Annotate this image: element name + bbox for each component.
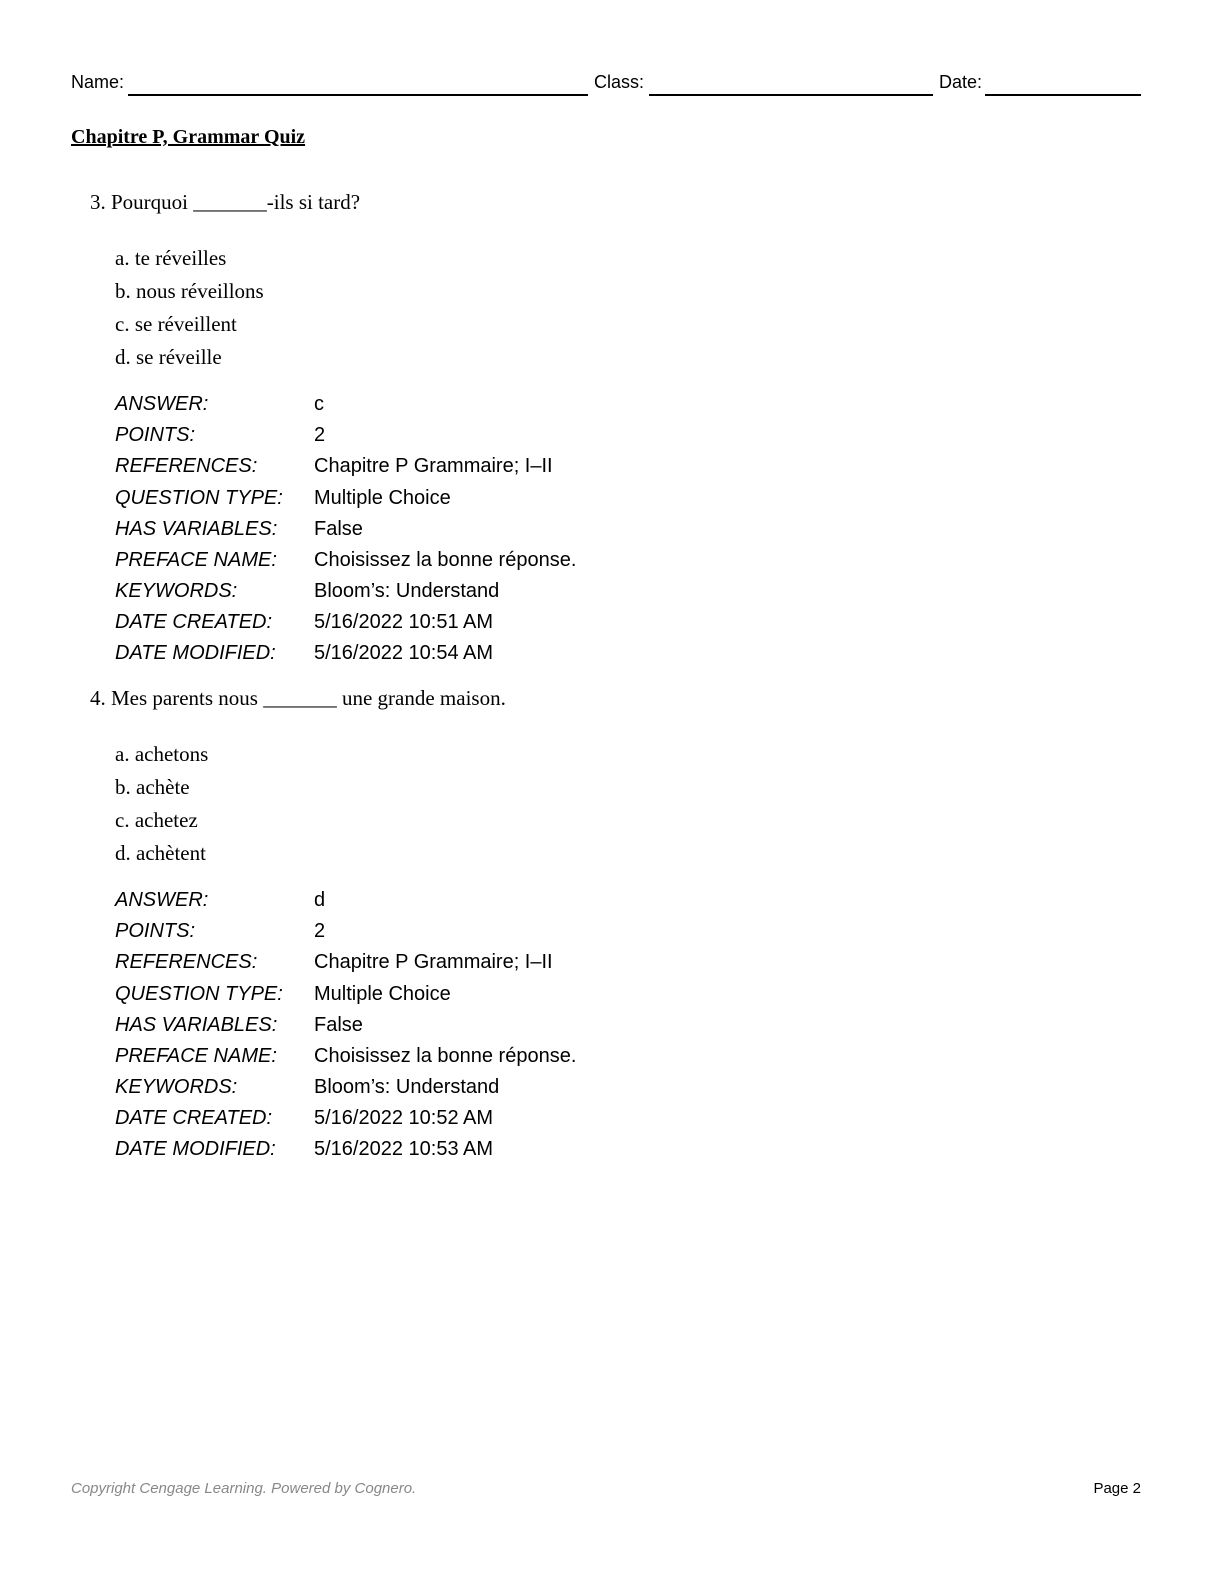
- meta-key: PREFACE NAME:: [115, 549, 277, 571]
- meta-value: 5/16/2022 10:52 AM: [314, 1107, 494, 1129]
- student-info-header: [71, 72, 1141, 98]
- meta-value: 5/16/2022 10:54 AM: [314, 642, 494, 664]
- meta-key: KEYWORDS:: [115, 1076, 238, 1098]
- meta-value: False: [314, 518, 363, 540]
- meta-key: DATE CREATED:: [115, 611, 273, 633]
- meta-key: ANSWER:: [115, 393, 209, 415]
- option-d: d. se réveille: [115, 345, 222, 369]
- meta-value: 5/16/2022 10:51 AM: [314, 611, 494, 633]
- meta-value: d: [314, 889, 326, 911]
- option-b: b. achète: [115, 775, 190, 799]
- name-label: Name:: [71, 72, 125, 92]
- meta-key: REFERENCES:: [115, 455, 258, 477]
- meta-value: Choisissez la bonne réponse.: [314, 1045, 577, 1067]
- meta-key: REFERENCES:: [115, 951, 258, 973]
- meta-value: 2: [314, 920, 326, 942]
- meta-value: Bloom’s: Understand: [314, 1076, 500, 1098]
- option-a: a. te réveilles: [115, 246, 227, 270]
- meta-key: HAS VARIABLES:: [115, 518, 278, 540]
- option-a: a. achetons: [115, 742, 209, 766]
- copyright-footer: Copyright Cengage Learning. Powered by Cognero.: [71, 1480, 417, 1497]
- name-field-line[interactable]: [128, 94, 588, 96]
- meta-value: Chapitre P Grammaire; I–II: [314, 455, 553, 477]
- meta-key: KEYWORDS:: [115, 580, 238, 602]
- meta-key: ANSWER:: [115, 889, 209, 911]
- date-label: Date:: [939, 72, 983, 92]
- meta-value: 5/16/2022 10:53 AM: [314, 1138, 494, 1160]
- meta-key: PREFACE NAME:: [115, 1045, 277, 1067]
- option-c: c. achetez: [115, 808, 198, 832]
- meta-value: Bloom’s: Understand: [314, 580, 500, 602]
- meta-key: DATE CREATED:: [115, 1107, 273, 1129]
- date-field-line[interactable]: [985, 94, 1141, 96]
- quiz-title: Chapitre P, Grammar Quiz: [71, 126, 306, 148]
- meta-value: c: [314, 393, 324, 415]
- meta-value: Choisissez la bonne réponse.: [314, 549, 577, 571]
- meta-key: DATE MODIFIED:: [115, 1138, 276, 1160]
- meta-value: 2: [314, 424, 326, 446]
- class-field-line[interactable]: [649, 94, 933, 96]
- class-label: Class:: [594, 72, 645, 92]
- meta-key: POINTS:: [115, 920, 196, 942]
- meta-key: QUESTION TYPE:: [115, 983, 283, 1005]
- meta-key: DATE MODIFIED:: [115, 642, 276, 664]
- meta-key: QUESTION TYPE:: [115, 487, 283, 509]
- meta-value: Chapitre P Grammaire; I–II: [314, 951, 553, 973]
- meta-value: Multiple Choice: [314, 487, 451, 509]
- meta-value: Multiple Choice: [314, 983, 451, 1005]
- question-text: 3. Pourquoi _______-ils si tard?: [90, 190, 361, 214]
- meta-key: HAS VARIABLES:: [115, 1014, 278, 1036]
- meta-value: False: [314, 1014, 363, 1036]
- question-text: 4. Mes parents nous _______ une grande maison.: [90, 686, 506, 710]
- meta-key: POINTS:: [115, 424, 196, 446]
- option-b: b. nous réveillons: [115, 279, 264, 303]
- page-number: Page 2: [1093, 1480, 1141, 1497]
- option-d: d. achètent: [115, 841, 206, 865]
- option-c: c. se réveillent: [115, 312, 237, 336]
